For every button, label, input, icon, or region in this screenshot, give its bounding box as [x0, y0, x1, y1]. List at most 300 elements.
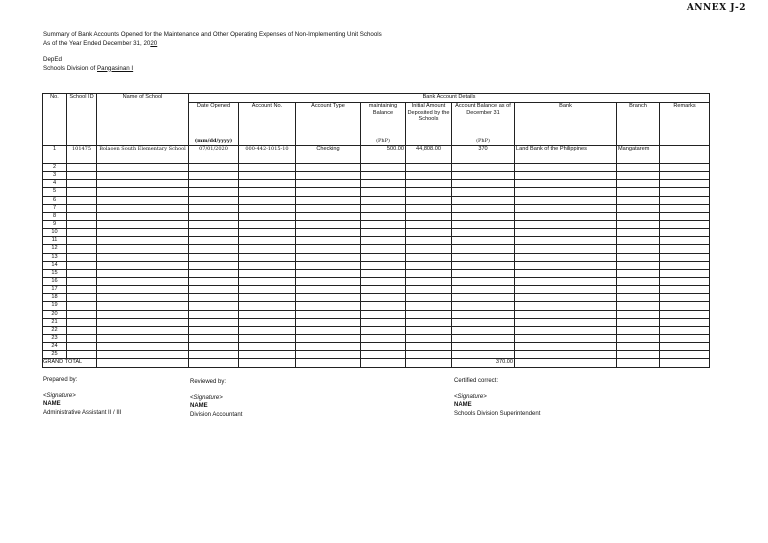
row-account-type — [296, 269, 361, 277]
row-no: 24 — [43, 343, 67, 351]
row-remarks — [660, 310, 710, 318]
row-account-type — [296, 277, 361, 285]
row-account-balance — [452, 220, 515, 228]
row-bank — [515, 318, 617, 326]
row-account-type — [296, 212, 361, 220]
row-bank — [515, 180, 617, 188]
row-date-opened — [189, 302, 239, 310]
row-no: 12 — [43, 245, 67, 253]
row-date-opened — [189, 294, 239, 302]
row-branch — [617, 196, 660, 204]
row-maintaining-balance — [361, 269, 406, 277]
row-maintaining-balance — [361, 245, 406, 253]
row-branch — [617, 172, 660, 180]
row-account-no — [239, 277, 296, 285]
row-account-no — [239, 172, 296, 180]
row-initial-amount — [406, 188, 452, 196]
grand-total-label: GRAND TOTAL — [43, 359, 97, 367]
reviewed-by-block — [190, 378, 242, 419]
reviewed-by-label: Reviewed by: — [190, 379, 227, 385]
row-school-id — [67, 245, 97, 253]
row-no: 1 — [43, 146, 67, 164]
row-date-opened — [189, 188, 239, 196]
row-maintaining-balance — [361, 343, 406, 351]
row-bank — [515, 269, 617, 277]
row-branch — [617, 286, 660, 294]
row-school-id — [67, 253, 97, 261]
row-account-balance — [452, 343, 515, 351]
row-account-balance — [452, 310, 515, 318]
table-row — [43, 277, 710, 285]
row-remarks — [660, 261, 710, 269]
prepared-by-signature: <Signature> — [43, 392, 76, 399]
col-initial-amount: Initial Amount Deposited by the Schools — [406, 103, 452, 146]
row-bank — [515, 164, 617, 172]
table-row — [43, 326, 710, 334]
table-row — [43, 351, 710, 359]
row-account-type — [296, 164, 361, 172]
row-no: 18 — [43, 294, 67, 302]
row-bank — [515, 277, 617, 285]
table-row — [43, 310, 710, 318]
col-bank: Bank — [515, 103, 617, 146]
row-bank — [515, 302, 617, 310]
row-remarks — [660, 245, 710, 253]
row-account-no — [239, 326, 296, 334]
row-bank — [515, 237, 617, 245]
row-account-no — [239, 343, 296, 351]
row-date-opened — [189, 269, 239, 277]
row-no: 19 — [43, 302, 67, 310]
row-branch — [617, 188, 660, 196]
row-account-no — [239, 286, 296, 294]
row-maintaining-balance — [361, 286, 406, 294]
row-remarks — [660, 229, 710, 237]
row-date-opened — [189, 343, 239, 351]
row-branch — [617, 326, 660, 334]
row-date-opened — [189, 212, 239, 220]
row-date-opened — [189, 286, 239, 294]
row-school-id: 101475 — [67, 146, 97, 164]
row-school-id — [67, 286, 97, 294]
row-no: 11 — [43, 237, 67, 245]
row-maintaining-balance — [361, 220, 406, 228]
row-initial-amount — [406, 229, 452, 237]
row-no: 15 — [43, 269, 67, 277]
row-school-name — [97, 261, 189, 269]
reviewed-by-name: NAME — [190, 403, 208, 409]
row-account-type — [296, 220, 361, 228]
certified-by-label: Certified correct: — [454, 378, 499, 384]
row-school-id — [67, 196, 97, 204]
row-account-no — [239, 318, 296, 326]
row-date-opened — [189, 196, 239, 204]
row-no: 21 — [43, 318, 67, 326]
table-row — [43, 204, 710, 212]
row-bank: Land Bank of the Philippines — [515, 146, 617, 164]
table-row — [43, 172, 710, 180]
row-account-no — [239, 164, 296, 172]
row-maintaining-balance — [361, 229, 406, 237]
row-school-name — [97, 318, 189, 326]
row-branch — [617, 343, 660, 351]
row-branch: Mangatarem — [617, 146, 660, 164]
row-account-no — [239, 253, 296, 261]
row-branch — [617, 245, 660, 253]
row-remarks — [660, 253, 710, 261]
row-no: 2 — [43, 164, 67, 172]
row-school-id — [67, 351, 97, 359]
row-school-id — [67, 269, 97, 277]
row-maintaining-balance — [361, 253, 406, 261]
row-account-type — [296, 334, 361, 342]
row-account-balance — [452, 326, 515, 334]
certified-by-block — [454, 377, 540, 418]
row-remarks — [660, 220, 710, 228]
row-remarks — [660, 237, 710, 245]
row-branch — [617, 220, 660, 228]
row-initial-amount — [406, 302, 452, 310]
row-account-type — [296, 310, 361, 318]
row-school-name — [97, 237, 189, 245]
grand-total-balance: 370.00 — [452, 359, 515, 367]
row-bank — [515, 204, 617, 212]
col-school-name: Name of School — [97, 94, 189, 146]
report-period: As of the Year Ended December 31, 2020 — [43, 39, 158, 47]
row-account-balance — [452, 286, 515, 294]
row-maintaining-balance — [361, 196, 406, 204]
row-branch — [617, 269, 660, 277]
row-no: 8 — [43, 212, 67, 220]
row-initial-amount — [406, 172, 452, 180]
row-maintaining-balance — [361, 310, 406, 318]
row-remarks — [660, 326, 710, 334]
report-title: Summary of Bank Accounts Opened for the Maintenance and Other Operating Expenses of Non-Implementing Unit Schools — [43, 31, 382, 38]
row-date-opened — [189, 220, 239, 228]
table-row — [43, 269, 710, 277]
row-initial-amount — [406, 294, 452, 302]
row-bank — [515, 326, 617, 334]
col-school-id: School ID — [67, 94, 97, 146]
row-initial-amount — [406, 277, 452, 285]
table-row — [43, 302, 710, 310]
row-account-type — [296, 318, 361, 326]
row-maintaining-balance — [361, 294, 406, 302]
row-date-opened: 07/01/2020 — [189, 146, 239, 164]
row-date-opened — [189, 310, 239, 318]
row-remarks — [660, 302, 710, 310]
row-no: 16 — [43, 277, 67, 285]
prepared-by-block — [43, 376, 121, 417]
row-date-opened — [189, 237, 239, 245]
row-school-id — [67, 318, 97, 326]
row-account-type — [296, 261, 361, 269]
table-row — [43, 196, 710, 204]
row-school-id — [67, 220, 97, 228]
row-no: 6 — [43, 196, 67, 204]
row-school-id — [67, 180, 97, 188]
row-bank — [515, 253, 617, 261]
row-school-id — [67, 261, 97, 269]
row-school-name — [97, 302, 189, 310]
report-header — [43, 31, 382, 73]
row-school-id — [67, 212, 97, 220]
reviewed-by-signature: <Signature> — [190, 394, 223, 401]
row-account-balance — [452, 204, 515, 212]
row-date-opened — [189, 318, 239, 326]
row-bank — [515, 334, 617, 342]
row-account-balance: 370 — [452, 146, 515, 164]
col-group-bank-details: Bank Account Details — [189, 94, 710, 103]
row-school-id — [67, 294, 97, 302]
row-remarks — [660, 269, 710, 277]
row-initial-amount — [406, 326, 452, 334]
row-account-type — [296, 302, 361, 310]
row-date-opened — [189, 261, 239, 269]
row-initial-amount: 44,808.00 — [406, 146, 452, 164]
row-maintaining-balance — [361, 172, 406, 180]
row-maintaining-balance — [361, 180, 406, 188]
table-row — [43, 188, 710, 196]
row-branch — [617, 334, 660, 342]
row-branch — [617, 277, 660, 285]
row-account-balance — [452, 294, 515, 302]
row-date-opened — [189, 172, 239, 180]
row-maintaining-balance — [361, 164, 406, 172]
row-account-no — [239, 351, 296, 359]
row-maintaining-balance — [361, 351, 406, 359]
row-remarks — [660, 351, 710, 359]
row-school-name — [97, 326, 189, 334]
row-account-no — [239, 220, 296, 228]
row-account-balance — [452, 164, 515, 172]
row-school-name — [97, 343, 189, 351]
row-school-name — [97, 351, 189, 359]
row-initial-amount — [406, 204, 452, 212]
col-branch: Branch — [617, 103, 660, 146]
row-account-balance — [452, 261, 515, 269]
row-account-no — [239, 334, 296, 342]
row-school-id — [67, 277, 97, 285]
table-row — [43, 261, 710, 269]
row-remarks — [660, 204, 710, 212]
certified-by-signature: <Signature> — [454, 393, 487, 400]
row-school-name — [97, 172, 189, 180]
row-account-type — [296, 237, 361, 245]
row-no: 4 — [43, 180, 67, 188]
row-branch — [617, 180, 660, 188]
row-date-opened — [189, 277, 239, 285]
row-branch — [617, 261, 660, 269]
row-school-id — [67, 343, 97, 351]
row-account-no: 000-442-1015-10 — [239, 146, 296, 164]
row-remarks — [660, 188, 710, 196]
row-school-name — [97, 220, 189, 228]
row-initial-amount — [406, 334, 452, 342]
row-account-type: Checking — [296, 146, 361, 164]
row-bank — [515, 196, 617, 204]
row-initial-amount — [406, 269, 452, 277]
row-account-balance — [452, 229, 515, 237]
row-school-name — [97, 245, 189, 253]
row-school-id — [67, 204, 97, 212]
row-maintaining-balance — [361, 212, 406, 220]
row-initial-amount — [406, 164, 452, 172]
row-account-type — [296, 253, 361, 261]
row-account-balance — [452, 212, 515, 220]
row-bank — [515, 172, 617, 180]
row-branch — [617, 302, 660, 310]
certified-by-position: Schools Division Superintendent — [454, 410, 541, 417]
row-initial-amount — [406, 180, 452, 188]
row-account-type — [296, 229, 361, 237]
table-row — [43, 294, 710, 302]
row-initial-amount — [406, 245, 452, 253]
certified-by-name: NAME — [454, 402, 472, 408]
row-account-balance — [452, 180, 515, 188]
row-account-type — [296, 343, 361, 351]
row-maintaining-balance — [361, 237, 406, 245]
row-school-id — [67, 326, 97, 334]
row-bank — [515, 286, 617, 294]
row-initial-amount — [406, 343, 452, 351]
row-account-no — [239, 261, 296, 269]
row-account-type — [296, 294, 361, 302]
row-account-type — [296, 326, 361, 334]
row-no: 9 — [43, 220, 67, 228]
row-account-type — [296, 172, 361, 180]
row-school-name — [97, 196, 189, 204]
table-row — [43, 146, 710, 164]
row-account-type — [296, 180, 361, 188]
row-maintaining-balance: 500.00 — [361, 146, 406, 164]
row-school-id — [67, 188, 97, 196]
row-account-no — [239, 310, 296, 318]
row-initial-amount — [406, 261, 452, 269]
row-school-name — [97, 204, 189, 212]
row-account-type — [296, 351, 361, 359]
row-account-type — [296, 196, 361, 204]
row-maintaining-balance — [361, 204, 406, 212]
row-remarks — [660, 146, 710, 164]
row-remarks — [660, 180, 710, 188]
row-maintaining-balance — [361, 318, 406, 326]
row-remarks — [660, 164, 710, 172]
row-no: 13 — [43, 253, 67, 261]
reviewed-by-position: Division Accountant — [190, 411, 243, 418]
row-no: 22 — [43, 326, 67, 334]
agency-name: DepEd — [43, 56, 62, 63]
row-branch — [617, 237, 660, 245]
row-bank — [515, 261, 617, 269]
col-date-opened: Date Opened (mm/dd/yyyy) — [189, 103, 239, 146]
row-initial-amount — [406, 253, 452, 261]
row-account-no — [239, 204, 296, 212]
table-row — [43, 212, 710, 220]
division-name: Pangasinan I — [97, 64, 134, 72]
row-remarks — [660, 286, 710, 294]
row-bank — [515, 245, 617, 253]
row-initial-amount — [406, 212, 452, 220]
row-account-balance — [452, 172, 515, 180]
row-date-opened — [189, 351, 239, 359]
row-date-opened — [189, 245, 239, 253]
table-row — [43, 253, 710, 261]
row-date-opened — [189, 204, 239, 212]
row-account-balance — [452, 245, 515, 253]
row-maintaining-balance — [361, 302, 406, 310]
row-account-no — [239, 196, 296, 204]
row-school-name — [97, 229, 189, 237]
row-branch — [617, 310, 660, 318]
prepared-by-name: NAME — [43, 401, 61, 407]
col-account-type: Account Type — [296, 103, 361, 146]
row-school-name — [97, 180, 189, 188]
row-bank — [515, 343, 617, 351]
row-school-name — [97, 310, 189, 318]
row-account-no — [239, 180, 296, 188]
row-bank — [515, 188, 617, 196]
row-bank — [515, 220, 617, 228]
row-branch — [617, 253, 660, 261]
col-maintaining-balance: maintaining Balance (PhP) — [361, 103, 406, 146]
table-row — [43, 286, 710, 294]
row-school-name — [97, 212, 189, 220]
row-school-id — [67, 237, 97, 245]
row-school-id — [67, 172, 97, 180]
row-remarks — [660, 196, 710, 204]
row-bank — [515, 294, 617, 302]
row-account-type — [296, 286, 361, 294]
row-branch — [617, 229, 660, 237]
table-row — [43, 334, 710, 342]
row-remarks — [660, 172, 710, 180]
row-maintaining-balance — [361, 261, 406, 269]
row-school-name — [97, 294, 189, 302]
row-account-no — [239, 302, 296, 310]
division-line: Schools Division of Pangasinan I — [43, 64, 134, 72]
row-maintaining-balance — [361, 277, 406, 285]
prepared-by-label: Prepared by: — [43, 377, 78, 383]
row-remarks — [660, 212, 710, 220]
row-account-no — [239, 245, 296, 253]
row-branch — [617, 212, 660, 220]
row-school-name — [97, 269, 189, 277]
row-remarks — [660, 343, 710, 351]
row-initial-amount — [406, 196, 452, 204]
row-remarks — [660, 318, 710, 326]
row-branch — [617, 294, 660, 302]
row-initial-amount — [406, 318, 452, 326]
row-bank — [515, 229, 617, 237]
row-school-name — [97, 164, 189, 172]
row-school-name — [97, 286, 189, 294]
row-branch — [617, 204, 660, 212]
row-school-name — [97, 334, 189, 342]
row-account-balance — [452, 196, 515, 204]
row-remarks — [660, 334, 710, 342]
table-row — [43, 237, 710, 245]
row-account-balance — [452, 253, 515, 261]
row-account-no — [239, 237, 296, 245]
col-account-balance: Account Balance as of December 31 (PhP) — [452, 103, 515, 146]
row-account-balance — [452, 188, 515, 196]
row-account-balance — [452, 277, 515, 285]
row-account-balance — [452, 318, 515, 326]
row-school-id — [67, 164, 97, 172]
row-account-balance — [452, 302, 515, 310]
row-account-no — [239, 212, 296, 220]
